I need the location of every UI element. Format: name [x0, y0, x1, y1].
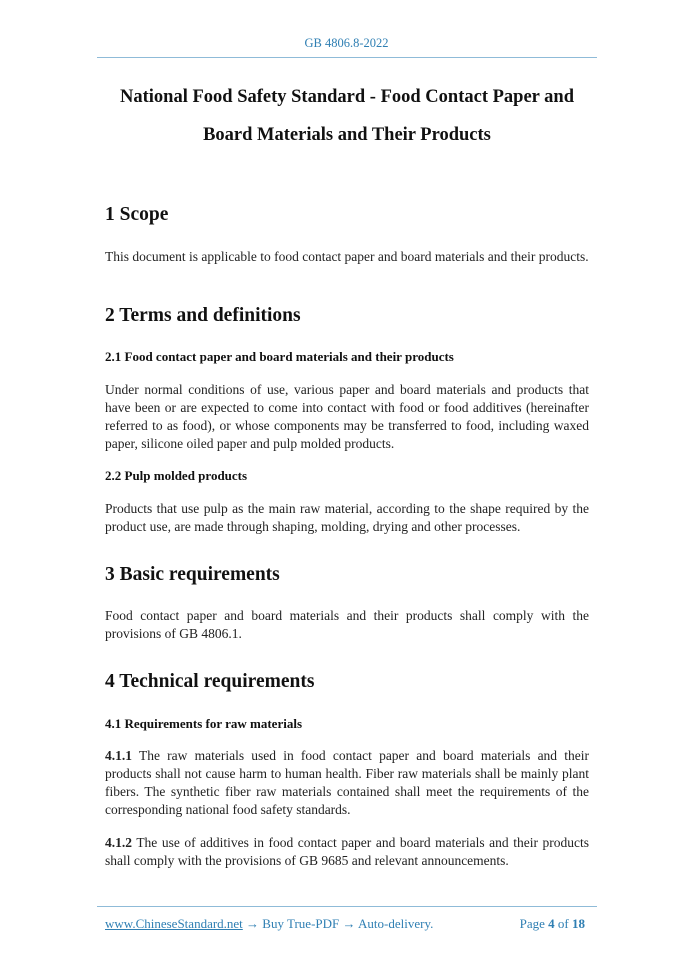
arrow-right-icon: → — [246, 916, 260, 931]
section-1-body: This document is applicable to food contact paper and board materials and their products. — [105, 249, 589, 264]
clause-4-1-1-text: The raw materials used in food contact paper and board materials and their products shall not cause harm to human health. Fiber raw materials shall be mainly plant fibers. The synthetic fiber raw materials contained shall meet the requirements of the corresponding national food safety standards. — [105, 748, 589, 817]
clause-4-1-2-text: The use of additives in food contact paper and board materials and their products shall comply with the provisions of GB 9685 and relevant announcements. — [105, 835, 589, 868]
page-total: 18 — [572, 916, 585, 931]
subsection-2-1-heading: 2.1 Food contact paper and board materials and their products — [105, 349, 454, 364]
page-indicator — [520, 916, 585, 932]
subsection-2-2-body: Products that use pulp as the main raw material, according to the shape required by the product use, are made through shaping, molding, drying and other processes. — [105, 501, 589, 534]
subsection-4-1-heading: 4.1 Requirements for raw materials — [105, 716, 303, 731]
section-1-heading: 1 Scope — [105, 204, 169, 225]
clause-4-1-2-number: 4.1.2 — [105, 835, 132, 850]
buy-pdf-text: Buy True-PDF — [262, 916, 340, 931]
section-3-body: Food contact paper and board materials and their products shall comply with the provisions of GB 4806.1. — [105, 608, 589, 641]
title-line-2: Board Materials and Their Products — [203, 125, 491, 145]
site-link[interactable]: www.ChineseStandard.net — [105, 916, 243, 931]
page-label: Page — [519, 916, 545, 931]
clause-4-1-1 — [105, 747, 589, 819]
document-title — [97, 78, 597, 154]
section-2-heading: 2 Terms and definitions — [105, 305, 301, 326]
section-3-heading: 3 Basic requirements — [105, 564, 280, 585]
page-current: 4 — [548, 916, 555, 931]
footer-promo — [105, 916, 433, 932]
clause-4-1-2 — [105, 834, 589, 870]
title-line-1: National Food Safety Standard - Food Contact Paper and — [120, 87, 574, 107]
header-divider — [97, 57, 597, 58]
auto-delivery-text: Auto-delivery. — [358, 916, 434, 931]
footer-divider — [97, 906, 597, 907]
page-of: of — [557, 916, 569, 931]
section-4-heading: 4 Technical requirements — [105, 671, 315, 692]
header-standard-code: GB 4806.8-2022 — [304, 36, 389, 50]
subsection-2-2-heading: 2.2 Pulp molded products — [105, 468, 248, 483]
clause-4-1-1-number: 4.1.1 — [105, 748, 132, 763]
arrow-right-icon: → — [342, 916, 356, 931]
subsection-2-1-body: Under normal conditions of use, various paper and board materials and products that have been or are expected to come into contact with food or food additives (hereinafter referred to as food), or whose components may be transferred to food, including waxed paper, silicone oiled paper and pulp molded products. — [105, 382, 589, 451]
